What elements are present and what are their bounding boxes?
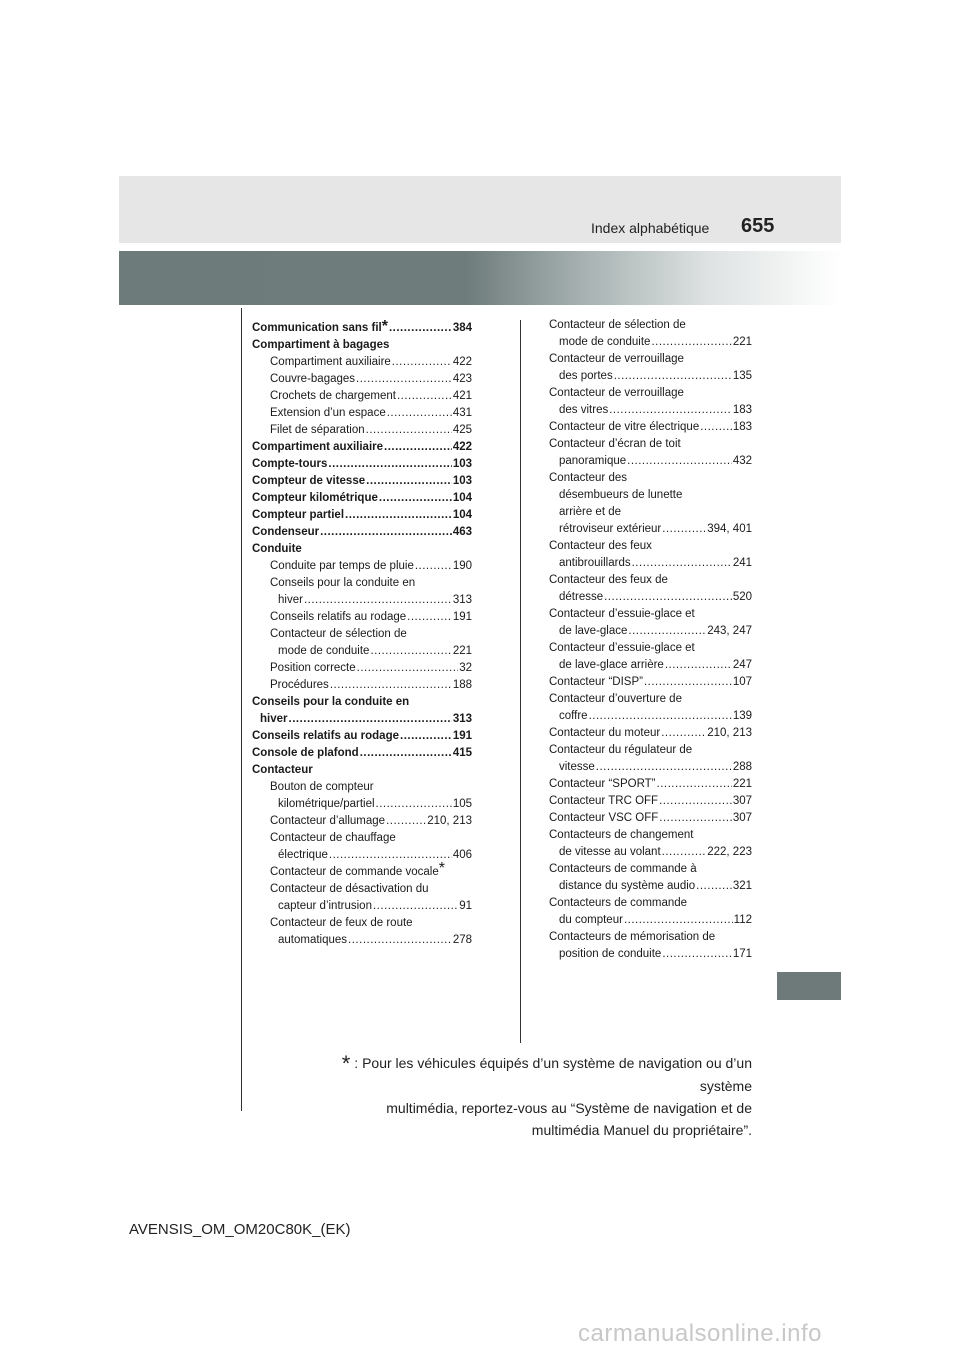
index-entry: [549, 555, 752, 572]
footnote-line-1: [290, 1052, 752, 1097]
index-entry-label: Contacteur VSC OFF: [549, 812, 659, 824]
index-entry-label: Condenseur: [252, 526, 320, 538]
index-entry-page: 415: [452, 747, 472, 759]
index-entry: [252, 813, 472, 830]
index-entry-label: Contacteur d’ouverture de: [549, 693, 682, 705]
leader-dots: [366, 473, 452, 490]
footnote-text-1: : Pour les véhicules équipés d’un système de navigation ou d’un système: [354, 1055, 752, 1094]
index-entry-label: Contacteur “DISP”: [549, 676, 643, 688]
index-entry: [252, 660, 472, 677]
index-entry-page: 423: [452, 373, 472, 385]
index-entry-label: Compartiment auxiliaire: [270, 356, 391, 368]
index-entry-label: Console de plafond: [252, 747, 359, 759]
index-entry-page: 221: [732, 336, 752, 348]
index-entry: [252, 388, 472, 405]
index-entry: [252, 490, 472, 507]
index-entry: [252, 860, 472, 881]
index-entry-page: 422: [452, 441, 472, 453]
leader-dots: [387, 405, 452, 422]
index-entry: [252, 643, 472, 660]
index-entry-label: Compteur kilométrique: [252, 492, 378, 504]
index-entry-label: Compte-tours: [252, 458, 328, 470]
index-entry-label: des vitres: [559, 404, 609, 416]
index-entry: [252, 541, 472, 558]
index-entry-label: Contacteur de sélection de: [549, 319, 686, 331]
index-entry-page: 103: [452, 458, 472, 470]
index-entry-label: automatiques: [278, 934, 348, 946]
index-entry: [549, 793, 752, 810]
leader-dots: [400, 728, 452, 745]
index-entry-page: 243, 247: [707, 625, 752, 637]
index-entry-page: 463: [452, 526, 472, 538]
index-entry-label: Contacteur des feux: [549, 540, 652, 552]
leader-dots: [357, 660, 459, 677]
index-entry-page: 307: [732, 795, 752, 807]
index-entry-page: 278: [452, 934, 472, 946]
index-entry-label: désembueurs de lunette: [559, 489, 683, 501]
index-entry: [549, 351, 752, 368]
index-column-right: [549, 317, 752, 963]
leader-dots: [392, 354, 452, 371]
index-entry-label: capteur d’intrusion: [278, 900, 372, 912]
index-entry: [252, 507, 472, 524]
index-entry-label: Contacteur de vitre électrique: [549, 421, 700, 433]
index-entry-page: 191: [452, 730, 472, 742]
index-entry: [549, 453, 752, 470]
leader-dots: [389, 320, 452, 337]
index-entry: [252, 592, 472, 609]
leader-dots: [379, 490, 452, 507]
index-entry: [252, 915, 472, 932]
leader-dots: [370, 643, 451, 660]
index-entry: [549, 572, 752, 589]
leader-dots: [304, 592, 452, 609]
leader-dots: [659, 810, 732, 827]
index-entry-label: Crochets de chargement: [270, 390, 396, 402]
index-entry: Communication sans fil * ..... 384: [252, 320, 472, 337]
leader-dots: [366, 422, 452, 439]
index-entry-page: 103: [452, 475, 472, 487]
leader-dots: [356, 371, 452, 388]
index-entry-label: Contacteurs de mémorisation de: [549, 931, 716, 943]
index-entry-label: vitesse: [559, 761, 595, 773]
index-entry-label: Contacteur du moteur: [549, 727, 661, 739]
footnote-line-2: multimédia, reportez-vous au “Système de navigation et de: [386, 1100, 752, 1116]
column-divider: [520, 320, 521, 1043]
index-entry-label: Contacteur de feux de route: [270, 917, 413, 929]
index-entry-page: 432: [732, 455, 752, 467]
index-entry-label: Contacteur d’essuie-glace et: [549, 642, 695, 654]
leader-dots: [320, 524, 452, 541]
index-entry: [549, 776, 752, 793]
index-entry: [549, 521, 752, 538]
index-entry-label: coffre: [559, 710, 588, 722]
index-entry: [252, 422, 472, 439]
index-entry: [549, 946, 752, 963]
index-entry: [549, 674, 752, 691]
index-entry-page: 221: [732, 778, 752, 790]
index-entry: [549, 538, 752, 555]
leader-dots: [662, 844, 707, 861]
index-entry: [252, 405, 472, 422]
index-entry-label: panoramique: [559, 455, 627, 467]
decorative-gradient-band: [119, 251, 841, 305]
index-entry-page: 139: [732, 710, 752, 722]
leader-dots: [415, 558, 452, 575]
index-entry: [252, 473, 472, 490]
index-entry-label: kilométrique/partiel: [278, 798, 375, 810]
index-entry-label: mode de conduite: [278, 645, 370, 657]
leader-dots: [373, 898, 458, 915]
index-entry-page: 222, 223: [707, 846, 752, 858]
index-entry-page: 112: [733, 914, 752, 926]
index-entry-label: antibrouillards: [559, 557, 631, 569]
index-entry-label: Contacteur de commande vocale: [270, 866, 439, 878]
index-entry-label: Contacteur des: [549, 472, 627, 484]
index-entry-label: Contacteur d’allumage: [270, 815, 386, 827]
index-entry: [549, 504, 752, 521]
index-entry-label: Contacteur TRC OFF: [549, 795, 659, 807]
index-entry: [252, 677, 472, 694]
index-entry-label: Position correcte: [270, 662, 356, 674]
index-entry-label: Contacteur “SPORT”: [549, 778, 656, 790]
index-entry: [252, 728, 472, 745]
index-entry: [549, 657, 752, 674]
index-entry: [549, 470, 752, 487]
leader-dots: [407, 609, 452, 626]
leader-dots: [345, 507, 452, 524]
index-entry-page: 32: [459, 662, 472, 674]
leader-dots: [696, 878, 732, 895]
index-entry: [549, 334, 752, 351]
leader-dots: [289, 711, 452, 728]
index-entry: [252, 371, 472, 388]
index-entry-page: 191: [452, 611, 472, 623]
index-entry: [252, 439, 472, 456]
index-entry-page: 135: [732, 370, 752, 382]
index-entry: [549, 368, 752, 385]
index-entry-label: Contacteur d’essuie-glace et: [549, 608, 695, 620]
index-entry-label: Conseils pour la conduite en: [270, 577, 416, 589]
index-entry-label: Contacteurs de changement: [549, 829, 694, 841]
index-entry: [252, 830, 472, 847]
index-entry: [252, 524, 472, 541]
index-entry-label: de vitesse au volant: [559, 846, 661, 858]
index-entry-label: Contacteur de verrouillage: [549, 353, 684, 365]
index-entry-label: Conseils relatifs au rodage: [270, 611, 407, 623]
index-entry: [252, 337, 472, 354]
index-entry-label: Procédures: [270, 679, 329, 691]
index-entry: [549, 810, 752, 827]
index-entry: [252, 779, 472, 796]
index-entry: [549, 640, 752, 657]
index-entry-page: 307: [732, 812, 752, 824]
index-entry-page: 221: [452, 645, 472, 657]
leader-dots: [348, 932, 452, 949]
leader-dots: [328, 456, 451, 473]
index-entry-label: Contacteur de désactivation du: [270, 883, 429, 895]
index-entry-page: 104: [452, 509, 472, 521]
index-entry: [252, 898, 472, 915]
leader-dots: [330, 677, 452, 694]
index-entry-label: du compteur: [559, 914, 623, 926]
index-entry: [549, 436, 752, 453]
leader-dots: [386, 813, 426, 830]
index-entry-label: Compteur partiel: [252, 509, 345, 521]
leader-dots: [604, 589, 732, 606]
index-entry-page: 107: [732, 676, 752, 688]
leader-dots: [662, 521, 706, 538]
index-entry-label: Contacteur: [252, 764, 313, 776]
leader-dots: [628, 623, 706, 640]
index-entry-label: Contacteurs de commande à: [549, 863, 697, 875]
index-entry-page: 431: [452, 407, 472, 419]
index-entry-label: mode de conduite: [559, 336, 651, 348]
index-entry: [549, 385, 752, 402]
index-entry-label: distance du système audio: [559, 880, 696, 892]
leader-dots: [609, 402, 732, 419]
index-entry-page: 104: [452, 492, 472, 504]
header-band: [119, 176, 841, 243]
index-entry-page: 394, 401: [707, 523, 752, 535]
index-entry-page: 241: [732, 557, 752, 569]
index-column-left: [252, 320, 472, 949]
leader-dots: [651, 334, 731, 351]
chapter-tab-marker: [777, 972, 841, 1000]
index-entry: [549, 844, 752, 861]
index-entry-page: 183: [732, 404, 752, 416]
leader-dots: [589, 708, 732, 725]
index-entry: [549, 929, 752, 946]
index-entry-label: Conduite par temps de pluie: [270, 560, 414, 572]
index-entry-page: 520: [732, 591, 752, 603]
index-entry: [252, 745, 472, 762]
left-margin-rule: [241, 308, 242, 1111]
index-entry-page: 422: [452, 356, 472, 368]
index-entry-label: Compartiment à bagages: [252, 339, 390, 351]
index-entry-label: Conduite: [252, 543, 302, 555]
site-watermark: carmanualsonline.info: [578, 1320, 822, 1347]
document-code: AVENSIS_OM_OM20C80K_(EK): [129, 1221, 351, 1238]
index-entry-page: 313: [452, 713, 472, 725]
index-entry-page: 421: [452, 390, 472, 402]
leader-dots: [644, 674, 732, 691]
index-entry-label: Compteur de vitesse: [252, 475, 366, 487]
leader-dots: [665, 657, 732, 674]
index-entry-label: Contacteur d’écran de toit: [549, 438, 681, 450]
index-entry: [252, 762, 472, 779]
index-entry: [549, 317, 752, 334]
leader-dots: [700, 419, 732, 436]
index-entry-label: Extension d’un espace: [270, 407, 386, 419]
index-entry: [252, 609, 472, 626]
index-entry: [549, 742, 752, 759]
index-entry: [549, 691, 752, 708]
leader-dots: [632, 555, 732, 572]
index-entry-label: hiver: [260, 713, 288, 725]
index-entry-label: Couvre-bagages: [270, 373, 356, 385]
leader-dots: [624, 912, 733, 929]
index-entry-label: Compartiment auxiliaire: [252, 441, 384, 453]
index-entry-label: Contacteur du régulateur de: [549, 744, 693, 756]
index-entry: [549, 708, 752, 725]
footnote-star-marker: *: [438, 860, 445, 877]
index-entry: [549, 606, 752, 623]
leader-dots: [329, 847, 452, 864]
index-entry-page: 183: [732, 421, 752, 433]
index-entry-label: position de conduite: [559, 948, 662, 960]
index-entry: [549, 895, 752, 912]
index-entry-page: 210, 213: [427, 815, 472, 827]
index-entry: [549, 725, 752, 742]
section-title: Index alphabétique: [591, 220, 710, 236]
index-entry-page: 425: [452, 424, 472, 436]
footnote-line-3: multimédia Manuel du propriétaire”.: [531, 1122, 752, 1138]
index-entry-label: Contacteur de verrouillage: [549, 387, 684, 399]
index-entry: [549, 861, 752, 878]
leader-dots: [614, 368, 732, 385]
leader-dots: [376, 796, 452, 813]
index-entry-label: Contacteur des feux de: [549, 574, 668, 586]
index-entry-page: 247: [732, 659, 752, 671]
leader-dots: [384, 439, 452, 456]
index-entry: [252, 575, 472, 592]
index-entry: [252, 456, 472, 473]
index-entry-label: Filet de séparation: [270, 424, 365, 436]
index-entry: [549, 912, 752, 929]
index-entry-page: 210, 213: [707, 727, 752, 739]
index-entry-label: Contacteur de chauffage: [270, 832, 396, 844]
index-entry: [549, 402, 752, 419]
leader-dots: [661, 725, 706, 742]
index-entry-page: 188: [452, 679, 472, 691]
index-entry: [252, 796, 472, 813]
index-entry: [549, 419, 752, 436]
index-entry-page: 384: [452, 322, 472, 334]
index-entry-label: Conseils pour la conduite en: [252, 696, 410, 708]
index-entry: [252, 626, 472, 643]
footnote: [290, 1052, 752, 1141]
index-entry-label: Contacteurs de commande: [549, 897, 688, 909]
index-entry: [252, 354, 472, 371]
index-entry-label: hiver: [278, 594, 303, 606]
index-entry-label: des portes: [559, 370, 613, 382]
index-entry: [252, 932, 472, 949]
index-entry-label: détresse: [559, 591, 604, 603]
index-entry-page: 105: [452, 798, 472, 810]
leader-dots: [659, 793, 732, 810]
index-entry: [252, 881, 472, 898]
index-entry-page: 406: [452, 849, 472, 861]
index-entry-label: de lave-glace: [559, 625, 628, 637]
index-entry: [252, 558, 472, 575]
leader-dots: [596, 759, 732, 776]
index-entry-page: 171: [732, 948, 752, 960]
index-entry: [252, 694, 472, 711]
leader-dots: [397, 388, 452, 405]
index-entry-label: Communication sans fil: [252, 322, 382, 334]
index-entry-label: arrière et de: [559, 506, 622, 518]
footnote-star: *: [341, 1051, 351, 1076]
index-entry-page: 321: [732, 880, 752, 892]
index-entry: [549, 827, 752, 844]
index-entry-label: électrique: [278, 849, 328, 861]
index-entry-label: de lave-glace arrière: [559, 659, 664, 671]
index-entry: [549, 487, 752, 504]
page-number: 655: [741, 215, 775, 237]
index-entry-label: Contacteur de sélection de: [270, 628, 407, 640]
index-entry-label: Conseils relatifs au rodage: [252, 730, 399, 742]
leader-dots: [662, 946, 732, 963]
index-entry: [549, 623, 752, 640]
index-entry-page: 288: [732, 761, 752, 773]
index-entry: [252, 711, 472, 728]
leader-dots: [360, 745, 452, 762]
index-entry: [549, 759, 752, 776]
leader-dots: [627, 453, 732, 470]
index-entry-label: Bouton de compteur: [270, 781, 374, 793]
index-entry-label: rétroviseur extérieur: [559, 523, 662, 535]
leader-dots: [657, 776, 732, 793]
index-entry: [549, 878, 752, 895]
index-entry: [549, 589, 752, 606]
index-entry-page: 313: [452, 594, 472, 606]
index-entry-page: 91: [459, 900, 472, 912]
index-entry-page: 190: [452, 560, 472, 572]
